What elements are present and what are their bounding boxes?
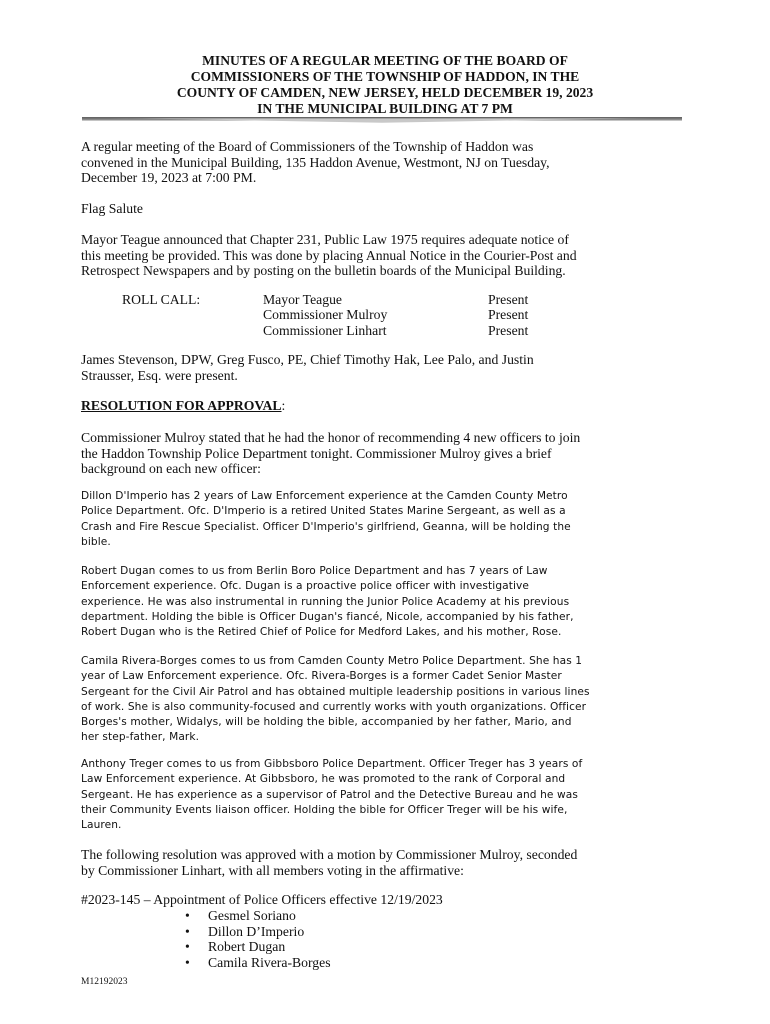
member-status: Present <box>488 322 529 338</box>
bullet-icon: • <box>185 908 190 923</box>
member-status: Present <box>488 292 529 307</box>
motion-paragraph <box>81 847 691 878</box>
intro-paragraph <box>81 139 691 186</box>
text-line: Strausser, Esq. were present. <box>81 367 238 383</box>
list-item <box>185 939 331 955</box>
text-line: December 19, 2023 at 7:00 PM. <box>81 170 257 186</box>
text-line: Camila Rivera-Borges comes to us from Camden County Metro Police Department. She has 1 <box>81 655 583 667</box>
text-line: this meeting be provided. This was done by placing Annual Notice in the Courier-Post and <box>81 247 577 263</box>
title-line: IN THE MUNICIPAL BUILDING AT 7 PM <box>257 101 513 116</box>
list-item <box>185 924 331 940</box>
bullet-icon: • <box>185 923 190 939</box>
officer-bio-dugan <box>81 564 696 640</box>
text-line: Enforcement experience. Ofc. Dugan is a proactive police officer with investigative <box>81 580 530 593</box>
text-line: experience. He was also instrumental in running the Junior Police Academy at his previous <box>81 595 570 608</box>
officer-name: Robert Dugan <box>208 939 286 955</box>
text-line: convened in the Municipal Building, 135 Haddon Avenue, Westmont, NJ on Tuesday, <box>81 154 550 170</box>
text-line: Retrospect Newspapers and by posting on the bulletin boards of the Municipal Building. <box>81 263 566 279</box>
footer-code: M12192023 <box>81 977 128 987</box>
text-line: Robert Dugan comes to us from Berlin Boro Police Department and has 7 years of Law <box>81 565 548 577</box>
resolution-heading-text: RESOLUTION FOR APPROVAL <box>81 398 282 413</box>
title-line: COMMISSIONERS OF THE TOWNSHIP OF HADDON, IN THE <box>190 69 580 84</box>
text-line: their Community Events liaison officer. Holding the bible for Officer Treger will be his wife, <box>81 803 568 816</box>
bullet-icon: • <box>185 954 190 970</box>
officers-list <box>185 908 331 970</box>
text-line: Sergeant for the Civil Air Patrol and has obtained multiple leadership positions in various lines <box>81 685 590 698</box>
text-line: Mayor Teague announced that Chapter 231, Public Law 1975 requires adequate notice of <box>81 232 569 247</box>
flag-salute: Flag Salute <box>81 201 143 216</box>
bullet-icon: • <box>185 939 190 955</box>
resolution-heading <box>81 398 285 414</box>
text-line: Anthony Treger comes to us from Gibbsboro Police Department. Officer Treger has 3 years of <box>81 758 583 770</box>
text-line: by Commissioner Linhart, with all members voting in the affirmative: <box>81 862 464 878</box>
text-line: Dillon D'Imperio has 2 years of Law Enforcement experience at the Camden County Metro <box>81 490 568 502</box>
officer-bio-dimperio <box>81 489 696 550</box>
text-line: Commissioner Mulroy stated that he had the honor of recommending 4 new officers to join <box>81 430 581 445</box>
roll-call-statuses <box>488 292 528 338</box>
text-line: year of Law Enforcement experience. Ofc. Rivera-Borges is a former Cadet Senior Master <box>81 670 562 683</box>
text-line: her step-father, Mark. <box>81 731 200 744</box>
roll-call-names <box>263 292 387 338</box>
officer-name: Dillon D’Imperio <box>208 923 305 939</box>
text-line: the Haddon Township Police Department tonight. Commissioner Mulroy gives a brief <box>81 445 552 461</box>
title-divider <box>82 117 682 123</box>
mulroy-statement <box>81 430 691 477</box>
text-line: bible. <box>81 535 111 548</box>
roll-call-label: ROLL CALL: <box>122 292 201 307</box>
text-line: Crash and Fire Rescue Specialist. Officer D'Imperio's girlfriend, Geanna, will be holding the <box>81 520 571 533</box>
officer-name: Gesmel Soriano <box>208 908 296 923</box>
officer-name: Camila Rivera-Borges <box>208 954 331 970</box>
member-name: Commissioner Mulroy <box>263 307 388 323</box>
title-line: MINUTES OF A REGULAR MEETING OF THE BOARD OF <box>202 53 568 68</box>
officer-bio-treger <box>81 757 696 833</box>
text-line: background on each new officer: <box>81 461 261 477</box>
text-line: Borges's mother, Widalys, will be holding the bible, accompanied by her father, Mario, and <box>81 716 572 729</box>
resolution-item: #2023-145 – Appointment of Police Officers effective 12/19/2023 <box>81 892 443 907</box>
text-line: Lauren. <box>81 819 122 832</box>
text-line: Law Enforcement experience. At Gibbsboro, he was promoted to the rank of Corporal and <box>81 773 566 786</box>
text-line: Robert Dugan who is the Retired Chief of Police for Medford Lakes, and his mother, Rose. <box>81 626 562 639</box>
text-line: Sergeant. He has experience as a supervisor of Patrol and the Detective Bureau and he was <box>81 788 578 801</box>
text-line: of work. She is also community-focused and currently works with youth organizations. Officer <box>81 700 587 713</box>
text-line: Police Department. Ofc. D'Imperio is a retired United States Marine Sergeant, as well as a <box>81 505 566 518</box>
member-name: Commissioner Linhart <box>263 322 387 338</box>
list-item <box>185 955 331 971</box>
officer-bio-rivera-borges <box>81 654 696 746</box>
resolution-heading-colon: : <box>281 398 286 413</box>
list-item <box>185 908 331 924</box>
attendees-paragraph <box>81 352 691 383</box>
text-line: A regular meeting of the Board of Commissioners of the Township of Haddon was <box>81 139 534 154</box>
text-line: The following resolution was approved with a motion by Commissioner Mulroy, seconded <box>81 847 578 862</box>
member-status: Present <box>488 307 529 323</box>
text-line: department. Holding the bible is Officer Dugan's fiancé, Nicole, accompanied by his father, <box>81 610 574 623</box>
member-name: Mayor Teague <box>263 292 342 307</box>
notice-paragraph <box>81 232 691 279</box>
text-line: James Stevenson, DPW, Greg Fusco, PE, Chief Timothy Hak, Lee Palo, and Justin <box>81 352 534 367</box>
title-line: COUNTY OF CAMDEN, NEW JERSEY, HELD DECEMBER 19, 2023 <box>176 85 594 100</box>
minutes-title <box>80 53 690 117</box>
